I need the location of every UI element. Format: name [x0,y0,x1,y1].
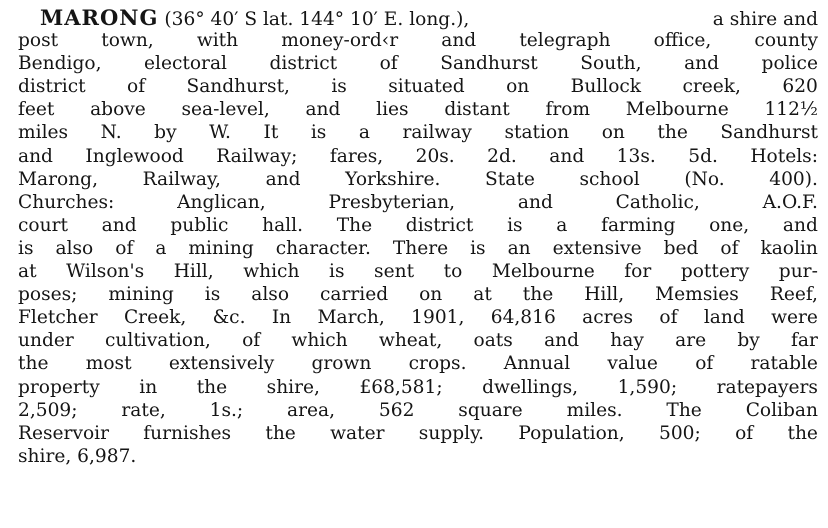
word: carried [320,284,389,306]
word: district [405,214,474,236]
word: &c. [212,307,246,329]
word: pottery [680,261,750,283]
word: grown [311,353,372,375]
word: acres [582,307,634,329]
word: Reservoir [18,422,109,444]
word: Memsies [655,284,739,306]
word: the [787,422,818,444]
word: of [720,237,739,259]
word: oats [473,330,513,352]
word: 5d. [688,145,718,167]
word: district [18,76,86,98]
word: 112½ [764,99,818,121]
word: telegraph [519,30,611,52]
text-line-12 [18,260,818,283]
word: Melbourne [491,261,595,283]
text-line-1 [18,6,818,29]
word: a [155,237,167,259]
text-line-18 [18,399,818,422]
word: is [470,237,486,259]
text-line-1-rest: a shire and [712,9,818,30]
word: £68,581; [359,376,443,398]
word: furnishes [143,422,232,444]
word: of [127,76,146,98]
word: by [737,330,760,352]
word: court [18,214,68,236]
text-line-13 [18,283,818,306]
word: of [242,330,261,352]
text-line-6 [18,121,818,144]
word: the [522,284,554,306]
word: from [545,99,591,121]
word: which [243,261,300,283]
word: situated [388,76,465,98]
word: electoral [144,53,227,75]
word: on [601,122,625,144]
word: 1,590; [617,376,678,398]
text-line-9 [18,191,818,214]
word: district [269,53,338,75]
text-line-3 [18,52,818,75]
word: 500; [659,422,701,444]
word: Sandhurst [440,53,538,75]
word: Railway; [216,145,298,167]
word: Melbourne [625,99,729,121]
word: and [549,145,585,167]
word: were [771,307,818,329]
word: feet [18,99,55,121]
word: and [101,214,137,236]
word: above [90,99,146,121]
word: (No. [684,168,725,190]
word: shire, [266,376,320,398]
word: public [170,214,229,236]
text-line-10 [18,214,818,237]
word: to [443,261,463,283]
word: In [271,307,292,329]
word: the [657,122,688,144]
word: and [782,214,818,236]
word: Anglican, [177,191,266,213]
word: and [544,330,580,352]
word: A.O.F. [762,191,818,213]
word: Coliban [745,399,818,421]
word: rate, [121,399,166,421]
word: ratepayers [716,376,818,398]
word: Catholic, [615,191,700,213]
word: W. [209,122,231,144]
word: 1901, [411,307,465,329]
word: the [18,353,49,375]
word: Railway, [142,168,221,190]
entry-heading: MARONG [40,5,159,30]
word: 400). [769,168,818,190]
word: It [263,122,279,144]
entry-first-line-start [40,6,475,31]
word: in [139,376,158,398]
word: station [504,122,570,144]
word: at [473,284,492,306]
word: of [735,422,754,444]
text-line-16 [18,352,818,375]
word: pur- [778,261,818,283]
word: sent [374,261,415,283]
text-line-5 [18,98,818,121]
word: square [458,399,523,421]
word: 2d. [487,145,517,167]
word: Population, [518,422,625,444]
word: of [379,53,398,75]
word: 64,816 [490,307,556,329]
word: kaolin [760,237,818,259]
word: and [305,99,341,121]
word: an [507,237,531,259]
word: State [485,168,535,190]
word: sea-level, [181,99,270,121]
word: at [18,261,37,283]
word: 13s. [616,145,656,167]
word: bed [663,237,699,259]
word: on [419,284,443,306]
word: crops. [408,353,467,375]
word: which [291,330,348,352]
word: area, [287,399,336,421]
word: dwellings, [482,376,579,398]
word: supply. [418,422,485,444]
word: cultivation, [105,330,211,352]
word: wheat, [378,330,443,352]
word: Wilson's [66,261,145,283]
text-line-8 [18,168,818,191]
word: There [392,237,449,259]
word: a [358,122,370,144]
word: with [196,30,239,52]
word: also [55,237,94,259]
text-line-17 [18,376,818,399]
word: is [329,261,345,283]
word: most [85,353,132,375]
word: 2,509; [18,399,78,421]
word: Sandhurst, [186,76,290,98]
word: and [684,53,720,75]
word: N. [100,122,122,144]
word: county [754,30,818,52]
word: also [251,284,290,306]
text-line-2 [18,29,818,52]
word: town, [101,30,154,52]
text-line-14 [18,306,818,329]
word: office, [653,30,712,52]
word: creek, [682,76,741,98]
word: by [154,122,177,144]
word: 620 [782,76,818,98]
word: land [703,307,745,329]
word: school [579,168,640,190]
word: and [441,30,477,52]
word: Yorkshire. [345,168,441,190]
word: Reef, [769,284,818,306]
word: money-ord‹r [281,30,399,52]
word: is [331,76,347,98]
word: Presbyterian, [328,191,456,213]
word: Hotels: [750,145,818,167]
text-line-4 [18,75,818,98]
word: distant [444,99,510,121]
word: March, [317,307,385,329]
entry-coordinates: (36° 40′ S lat. 144° 10′ E. long.), [164,9,470,30]
word: Annual [503,353,571,375]
word: of [695,353,714,375]
word: 1s.; [209,399,244,421]
word: of [115,237,134,259]
word: post [18,30,59,52]
word: one, [709,214,750,236]
word: property [18,376,100,398]
word: Hill, [584,284,625,306]
word: poses; [18,284,78,306]
word: value [607,353,658,375]
word: 20s. [415,145,455,167]
word: under [18,330,74,352]
word: railway [402,122,472,144]
word: and [517,191,553,213]
word: is [507,214,523,236]
text-line-11 [18,237,818,260]
word: extensive [552,237,642,259]
word: and [18,145,53,167]
word: the [196,376,228,398]
word: The [336,214,373,236]
word: ratable [750,353,818,375]
word: Hill, [173,261,214,283]
word: Marong, [18,168,98,190]
word: The [666,399,702,421]
word: Bendigo, [18,53,102,75]
word: South, [580,53,642,75]
word: is [204,284,221,306]
word: Bullock [570,76,642,98]
word: mining [188,237,254,259]
text-line-19 [18,422,818,445]
word: are [675,330,707,352]
word: Churches: [18,191,115,213]
text-line-20: shire, 6,987. [18,445,137,467]
word: of [659,307,678,329]
word: is [18,237,34,259]
word: Sandhurst [720,122,818,144]
word: on [506,76,530,98]
word: hall. [262,214,303,236]
word: miles [18,122,69,144]
word: Inglewood [85,145,184,167]
word: fares, [329,145,384,167]
word: miles. [566,399,623,421]
word: the [265,422,296,444]
word: a [556,214,568,236]
word: mining [108,284,174,306]
gazetteer-entry [18,6,818,468]
word: far [791,330,818,352]
word: water [330,422,385,444]
word: Creek, [123,307,187,329]
word: lies [376,99,409,121]
word: hay [610,330,644,352]
word: 562 [378,399,415,421]
word: police [761,53,818,75]
word: extensively [168,353,275,375]
word: Fletcher [18,307,98,329]
word: and [265,168,301,190]
word: character. [275,237,371,259]
text-line-7 [18,145,818,168]
word: is [310,122,327,144]
text-line-15 [18,329,818,352]
word: farming [601,214,676,236]
word: for [624,261,652,283]
